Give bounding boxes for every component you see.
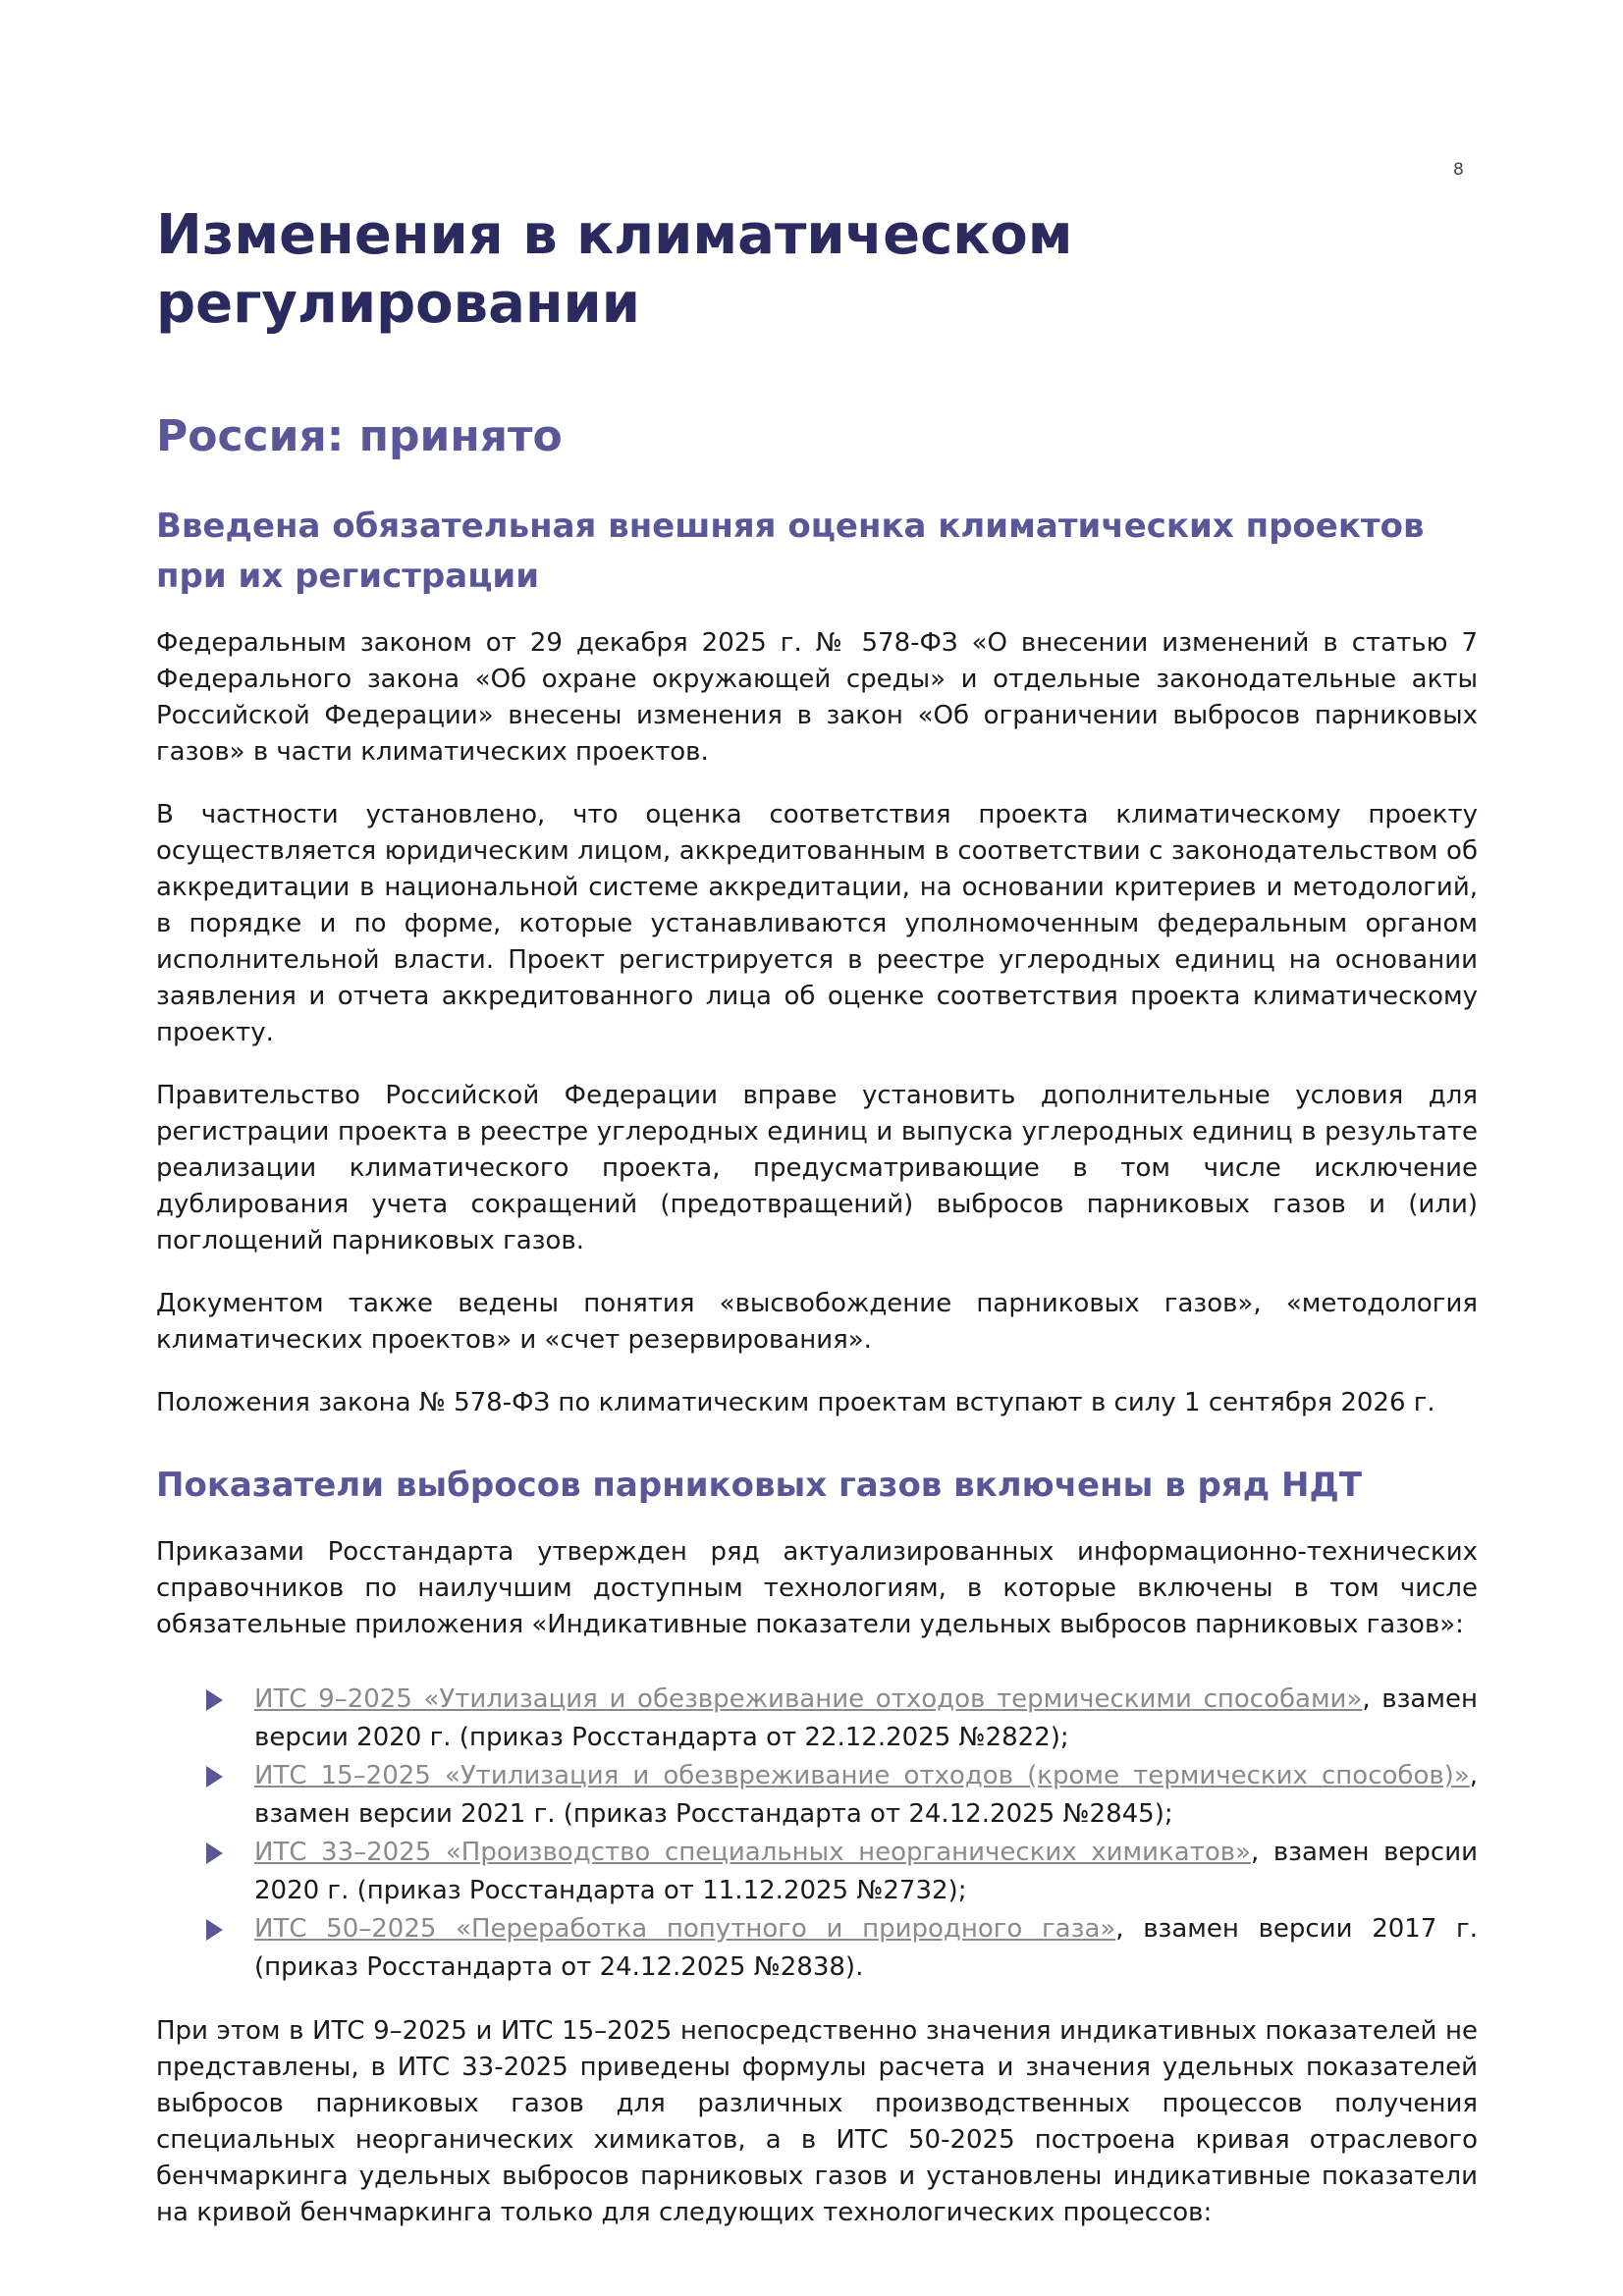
bullet-triangle-icon (206, 1766, 223, 1788)
its-list (156, 1681, 1478, 1987)
bullet-triangle-icon (206, 1689, 223, 1711)
paragraph: Федеральным законом от 29 декабря 2025 г. № 578-ФЗ «О внесении изменений в статью 7 Федерального закона «Об охране окружающей среды» и отдельные законодательные акты Российской Федерации» внесены изменения в закон «Об ограничении выбросов парниковых газов» в части климатических проектов. (156, 628, 1478, 767)
paragraph: Правительство Российской Федерации вправе установить дополнительные условия для регистрации проекта в реестре углеродных единиц и выпуска углеродных единиц в результате реализации климатического проекта, предусматривающие в том числе исключение дублирования учета сокращений (предотвращений) выбросов парниковых газов и (или) поглощений парниковых газов. (156, 1081, 1478, 1255)
subsection-heading-1: Введена обязательная внешняя оценка климатических проектов при их регистрации (156, 507, 1425, 596)
its-link[interactable]: ИТС 15–2025 «Утилизация и обезвреживание отходов (кроме термических способов)» (254, 1761, 1470, 1790)
paragraph: Приказами Росстандарта утвержден ряд актуализированных информационно-технических справочников по наилучшим доступным технологиям, в которые включены в том числе обязательные приложения «Индикативные показатели удельных выбросов парниковых газов»: (156, 1537, 1478, 1639)
page-number: 8 (1453, 160, 1464, 180)
list-item (156, 1910, 1478, 1987)
subsection-heading-2: Показатели выбросов парниковых газов включены в ряд НДТ (156, 1466, 1362, 1505)
paragraph: При этом в ИТС 9–2025 и ИТС 15–2025 непосредственно значения индикативных показателей не представлены, в ИТС 33-2025 приведены формулы расчета и значения удельных показателей выбросов парниковых газов для различных производственных процессов получения специальных неорганических химикатов, а в ИТС 50-2025 построена кривая отраслевого бенчмаркинга удельных выбросов парниковых газов и установлены индикативные показатели на кривой бенчмаркинга только для следующих технологических процессов: (156, 2016, 1478, 2227)
list-item-text: , взамен версии 2017 г. (приказ Росстандарта от 24.12.2025 №2838). (254, 1914, 1478, 1982)
its-link[interactable]: ИТС 33–2025 «Производство специальных неорганических химикатов» (254, 1838, 1251, 1867)
bullet-triangle-icon (206, 1919, 223, 1941)
list-item-text: , взамен версии 2021 г. (приказ Росстандарта от 24.12.2025 №2845); (254, 1761, 1478, 1829)
paragraph: В частности установлено, что оценка соответствия проекта климатическому проекту осуществляется юридическим лицом, аккредитованным в соответствии с законодательством об аккредитации в национальной системе аккредитации, на основании критериев и методологий, в порядке и по форме, которые устанавливаются уполномоченным федеральным органом исполнительной власти. Проект регистрируется в реестре углеродных единиц на основании заявления и отчета аккредитованного лица об оценке соответствия проекта климатическому проекту. (156, 800, 1478, 1047)
its-link[interactable]: ИТС 50–2025 «Переработка попутного и природного газа» (254, 1914, 1116, 1944)
paragraph: Документом также ведены понятия «высвобождение парниковых газов», «методология климатических проектов» и «счет резервирования». (156, 1289, 1478, 1355)
bullet-triangle-icon (206, 1842, 223, 1864)
list-item-text: , взамен версии 2020 г. (приказ Росстандарта от 11.12.2025 №2732); (254, 1838, 1478, 1905)
list-item-text: , взамен версии 2020 г. (приказ Росстандарта от 22.12.2025 №2822); (254, 1684, 1478, 1752)
paragraph: Положения закона № 578-ФЗ по климатическим проектам вступают в силу 1 сентября 2026 г. (156, 1388, 1435, 1417)
document-body (156, 201, 1478, 2231)
section-heading: Россия: принято (156, 411, 563, 461)
list-item (156, 1834, 1478, 1910)
its-link[interactable]: ИТС 9–2025 «Утилизация и обезвреживание отходов термическими способами» (254, 1684, 1363, 1714)
page-title: Изменения в климатическом регулировании (156, 203, 1073, 336)
list-item (156, 1757, 1478, 1834)
list-item (156, 1681, 1478, 1757)
